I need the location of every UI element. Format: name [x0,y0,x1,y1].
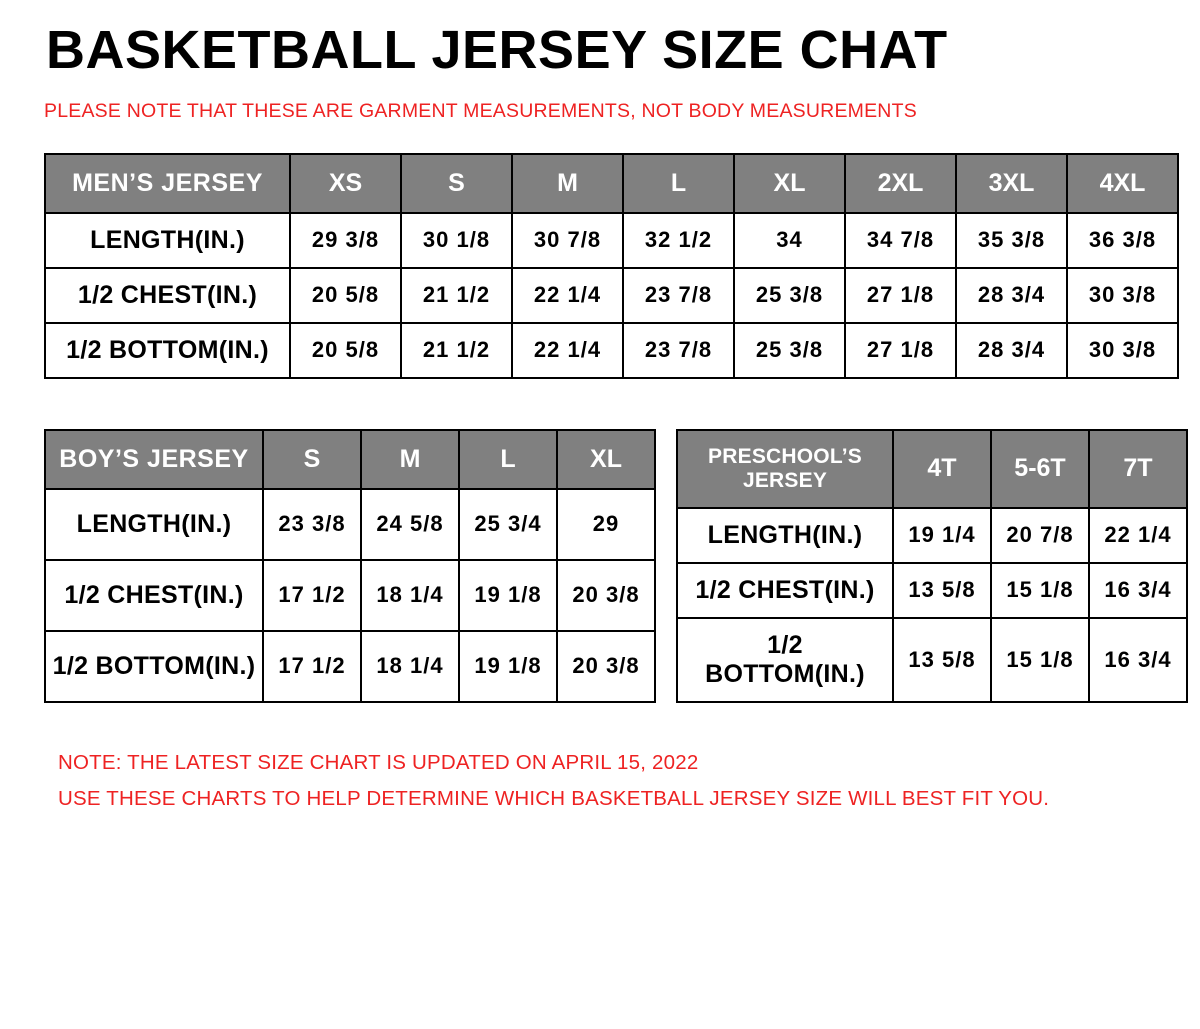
row-label-half-bottom: 1/2 BOTTOM(IN.) [45,631,263,702]
table-row [45,213,1178,268]
preschool-size-4t: 4T [893,430,991,508]
preschool-size-7t: 7T [1089,430,1187,508]
cell-value: 20 5/8 [290,268,401,323]
cell-value: 20 3/8 [557,631,655,702]
boys-jersey-size-table [44,429,656,703]
cell-value: 29 3/8 [290,213,401,268]
boys-size-l: L [459,430,557,489]
cell-value: 23 7/8 [623,268,734,323]
preschool-size-5-6t: 5-6T [991,430,1089,508]
cell-value: 23 7/8 [623,323,734,378]
size-chart-page [0,22,1200,1029]
row-label-half-chest: 1/2 CHEST(IN.) [677,563,893,618]
row-label-half-chest: 1/2 CHEST(IN.) [45,560,263,631]
cell-value: 17 1/2 [263,631,361,702]
table-row [677,508,1187,563]
boys-header-label: BOY’S JERSEY [45,430,263,489]
mens-size-s: S [401,154,512,213]
mens-jersey-size-table [44,153,1179,379]
cell-value: 24 5/8 [361,489,459,560]
lower-tables-container [44,429,1176,703]
boys-table-header [45,430,655,489]
bottom-notes [58,745,1176,817]
row-label-half-bottom: 1/2 BOTTOM(IN.) [677,618,893,702]
cell-value: 20 3/8 [557,560,655,631]
cell-value: 16 3/4 [1089,618,1187,702]
garment-measurement-note: PLEASE NOTE THAT THESE ARE GARMENT MEASUREMENTS, NOT BODY MEASUREMENTS [44,99,917,122]
cell-value: 20 5/8 [290,323,401,378]
mens-table-header [45,154,1178,213]
usage-note: USE THESE CHARTS TO HELP DETERMINE WHICH BASKETBALL JERSEY SIZE WILL BEST FIT YOU. [58,786,1050,810]
cell-value: 34 [734,213,845,268]
preschool-table-header [677,430,1187,508]
cell-value: 15 1/8 [991,563,1089,618]
cell-value: 27 1/8 [845,323,956,378]
boys-size-xl: XL [557,430,655,489]
mens-size-l: L [623,154,734,213]
cell-value: 36 3/8 [1067,213,1178,268]
cell-value: 13 5/8 [893,618,991,702]
mens-header-label: MEN’S JERSEY [45,154,290,213]
cell-value: 23 3/8 [263,489,361,560]
preschool-jersey-size-table [676,429,1188,703]
cell-value: 21 1/2 [401,323,512,378]
mens-size-2xl: 2XL [845,154,956,213]
update-note: NOTE: THE LATEST SIZE CHART IS UPDATED ON APRIL 15, 2022 [58,750,699,774]
table-header-row [45,154,1178,213]
cell-value: 30 3/8 [1067,323,1178,378]
table-header-row [45,430,655,489]
cell-value: 22 1/4 [1089,508,1187,563]
row-label-half-bottom: 1/2 BOTTOM(IN.) [45,323,290,378]
row-label-half-chest: 1/2 CHEST(IN.) [45,268,290,323]
cell-value: 35 3/8 [956,213,1067,268]
cell-value: 28 3/4 [956,268,1067,323]
table-header-row [677,430,1187,508]
cell-value: 32 1/2 [623,213,734,268]
cell-value: 28 3/4 [956,323,1067,378]
cell-value: 19 1/8 [459,560,557,631]
cell-value: 34 7/8 [845,213,956,268]
mens-size-3xl: 3XL [956,154,1067,213]
cell-value: 19 1/4 [893,508,991,563]
cell-value: 19 1/8 [459,631,557,702]
mens-size-m: M [512,154,623,213]
cell-value: 17 1/2 [263,560,361,631]
cell-value: 25 3/8 [734,268,845,323]
cell-value: 30 1/8 [401,213,512,268]
preschool-header-label: PRESCHOOL’S JERSEY [677,430,893,508]
boys-table-body [45,489,655,702]
cell-value: 25 3/8 [734,323,845,378]
mens-size-xs: XS [290,154,401,213]
table-row [677,563,1187,618]
cell-value: 27 1/8 [845,268,956,323]
row-label-length: LENGTH(IN.) [45,489,263,560]
preschool-table-body [677,508,1187,702]
table-row [45,631,655,702]
cell-value: 16 3/4 [1089,563,1187,618]
table-row [45,560,655,631]
cell-value: 30 7/8 [512,213,623,268]
row-label-length: LENGTH(IN.) [45,213,290,268]
page-title: BASKETBALL JERSEY SIZE CHAT [46,20,948,80]
mens-table-body [45,213,1178,378]
cell-value: 18 1/4 [361,631,459,702]
row-label-length: LENGTH(IN.) [677,508,893,563]
cell-value: 29 [557,489,655,560]
cell-value: 15 1/8 [991,618,1089,702]
cell-value: 13 5/8 [893,563,991,618]
cell-value: 22 1/4 [512,268,623,323]
cell-value: 25 3/4 [459,489,557,560]
table-row [45,489,655,560]
cell-value: 22 1/4 [512,323,623,378]
boys-size-s: S [263,430,361,489]
boys-size-m: M [361,430,459,489]
cell-value: 21 1/2 [401,268,512,323]
mens-size-xl: XL [734,154,845,213]
cell-value: 20 7/8 [991,508,1089,563]
mens-size-4xl: 4XL [1067,154,1178,213]
table-row [45,268,1178,323]
mens-table-container [44,153,1176,379]
cell-value: 30 3/8 [1067,268,1178,323]
table-row [677,618,1187,702]
table-row [45,323,1178,378]
cell-value: 18 1/4 [361,560,459,631]
